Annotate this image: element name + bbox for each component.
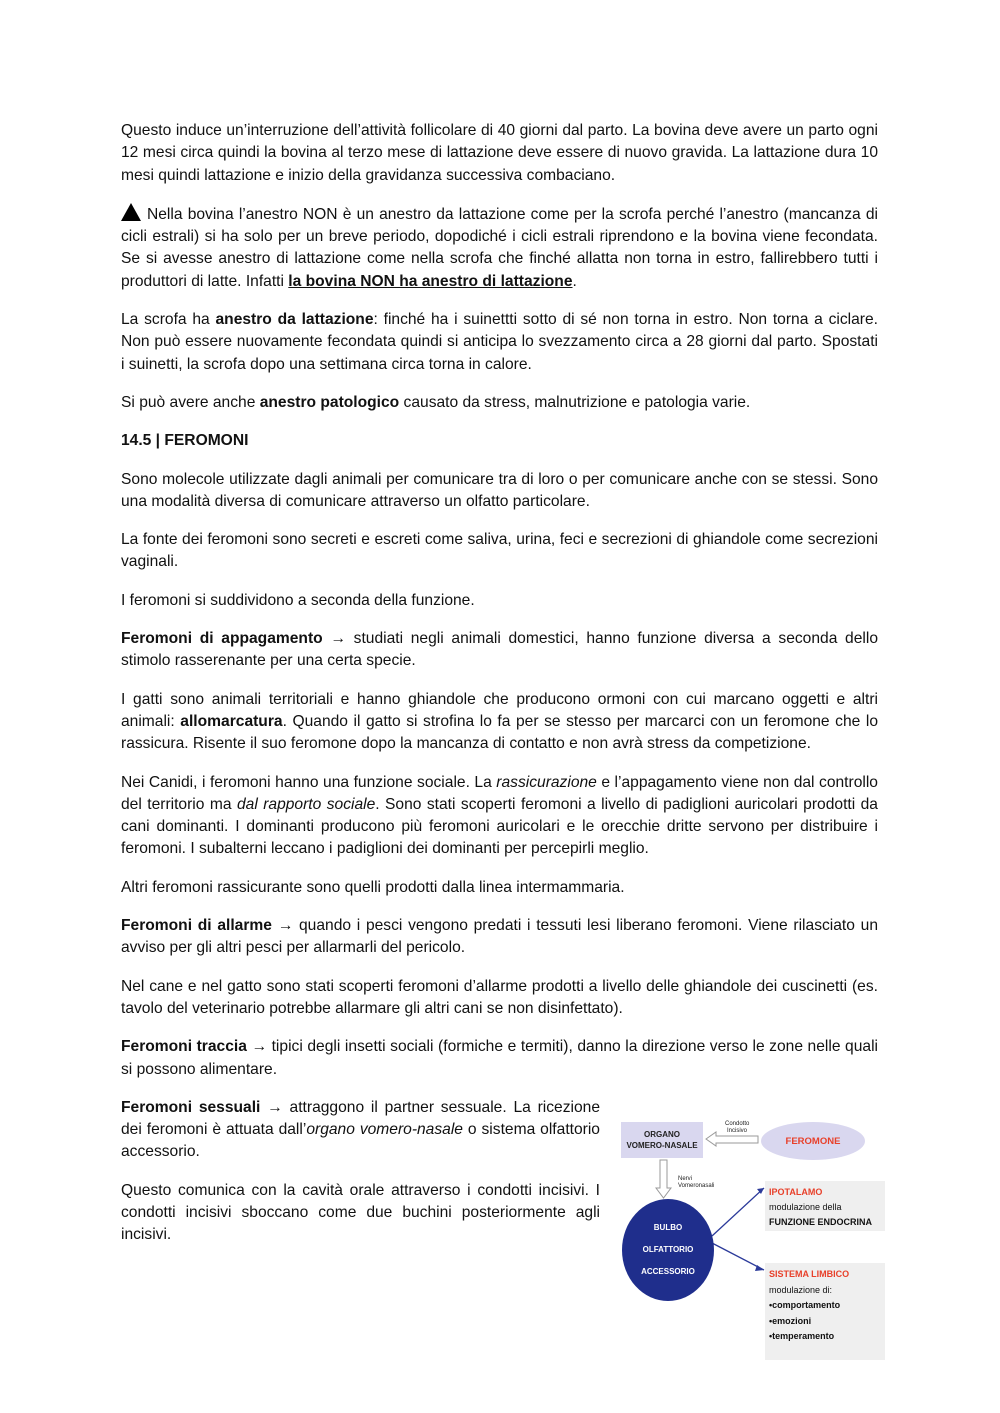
paragraph: Feromoni di appagamento → studiati negli animali domestici, hanno funzione diversa a seconda dello stimolo rasserenante per una certa specie.	[121, 630, 879, 670]
sistema-limbico-box: SISTEMA LIMBICO modulazione di: •comportamento •emozioni •temperamento	[765, 1263, 885, 1360]
condotto-label: Condotto Incisivo	[725, 1121, 750, 1134]
paragraph: Si può avere anche anestro patologico causato da stress, malnutrizione e patologia varie.	[121, 393, 751, 411]
organo-vomero-nasale-box: ORGANO VOMERO-NASALE	[621, 1122, 703, 1158]
warning-triangle-icon	[121, 203, 141, 221]
feromone-ellipse: FEROMONE	[761, 1122, 865, 1160]
paragraph: Nei Canidi, i feromoni hanno una funzione sociale. La rassicurazione e l’appagamento viene non dal controllo del territorio ma dal rapporto sociale. Sono stati scoperti feromoni a livello di padiglioni auricolari prodotti da cani dominanti. I dominanti producono più feromoni auricolari e le orecchie dritte servono per distribuire i feromoni. I subalterni leccano i padiglioni dei dominanti per percepirli meglio.	[121, 773, 878, 858]
bulbo-olfattorio-circle: BULBO OLFATTORIO ACCESSORIO	[622, 1199, 714, 1301]
paragraph: Feromoni sessuali → attraggono il partner sessuale. La ricezione dei feromoni è attuata dall’organo vomero-nasale o sistema olfattorio accessorio.	[121, 1098, 600, 1161]
connector-line	[712, 1188, 764, 1236]
paragraph: La fonte dei feromoni sono secreti e escreti come saliva, urina, feci e secrezioni di ghiandole come secrezioni vaginali.	[121, 531, 878, 571]
paragraph: I feromoni si suddividono a seconda della funzione.	[121, 591, 475, 609]
paragraph: Nel cane e nel gatto sono stati scoperti feromoni d’allarme prodotti a livello delle ghiandole dei cuscinetti (es. tavolo del veterinario potrebbe allarmare gli altri cani se non disinfettato).	[121, 977, 878, 1017]
paragraph: Sono molecole utilizzate dagli animali per comunicare tra di loro o per comunicare anche con se stessi. Sono una modalità diversa di comunicare attraverso un olfatto particolare.	[121, 470, 878, 510]
ipotalamo-box: IPOTALAMO modulazione della FUNZIONE ENDOCRINA	[765, 1181, 885, 1231]
emphasis-underlined: la bovina NON ha anestro di lattazione	[288, 272, 573, 290]
warning-paragraph: Nella bovina l’anestro NON è un anestro da lattazione come per la scrofa perché l’anestro (mancanza di cicli estrali) si ha solo per un breve periodo, dopodiché i cicli estrali riprendono e la bovina viene fecondata. Se si avesse anestro di lattazione come nella scrofa che finché allatta non torna in estro, fallirebbero tutti i produttori di latte. Infatti la bovina NON ha anestro di lattazione.	[121, 203, 878, 293]
paragraph: Feromoni traccia → tipici degli insetti sociali (formiche e termiti), danno la direzione verso le zone nelle quali si possono alimentare.	[121, 1038, 879, 1078]
pheromone-diagram	[618, 1118, 888, 1363]
paragraph: I gatti sono animali territoriali e hanno ghiandole che producono ormoni con cui marcano oggetti e altri animali: allomarcatura. Quando il gatto si strofina lo fa per se stesso per marcarci con un feromone che lo rassicura. Risente il suo feromone dopo la mancanza di contatto e non avrà stress da competizione.	[121, 690, 878, 753]
paragraph: La scrofa ha anestro da lattazione: finché ha i suinettti sotto di sé non torna in estro. Non torna a ciclare. Non può essere nuovamente fecondata quindi si anticipa lo svezzamento circa a 28 giorni dal parto. Spostati i suinetti, la scrofa dopo una settimana circa torna in calore.	[121, 311, 878, 373]
paragraph: Questo induce un’interruzione dell’attività follicolare di 40 giorni dal parto. La bovina deve avere un parto ogni 12 mesi circa quindi la bovina al terzo mese di lattazione deve essere di nuovo gravida. La lattazione dura 10 mesi quindi lattazione e inizio della gravidanza successiva combaciano.	[121, 122, 878, 184]
nervi-label: Nervi Vomeronasali	[678, 1176, 715, 1189]
document-body	[121, 120, 878, 1263]
paragraph: Questo comunica con la cavità orale attraverso i condotti incisivi. I condotti incisivi sboccano come due buchini posteriormente agli incisivi.	[121, 1181, 600, 1244]
connector-line	[712, 1243, 764, 1270]
paragraph: Altri feromoni rassicurante sono quelli prodotti dalla linea intermammaria.	[121, 878, 625, 896]
down-arrow-icon	[656, 1160, 671, 1198]
section-heading: 14.5 | FEROMONI	[121, 432, 249, 450]
paragraph: Feromoni di allarme → quando i pesci vengono predati i tessuti lesi liberano feromoni. Viene rilasciato un avviso per gli altri pesci per allarmarli del pericolo.	[121, 917, 878, 957]
